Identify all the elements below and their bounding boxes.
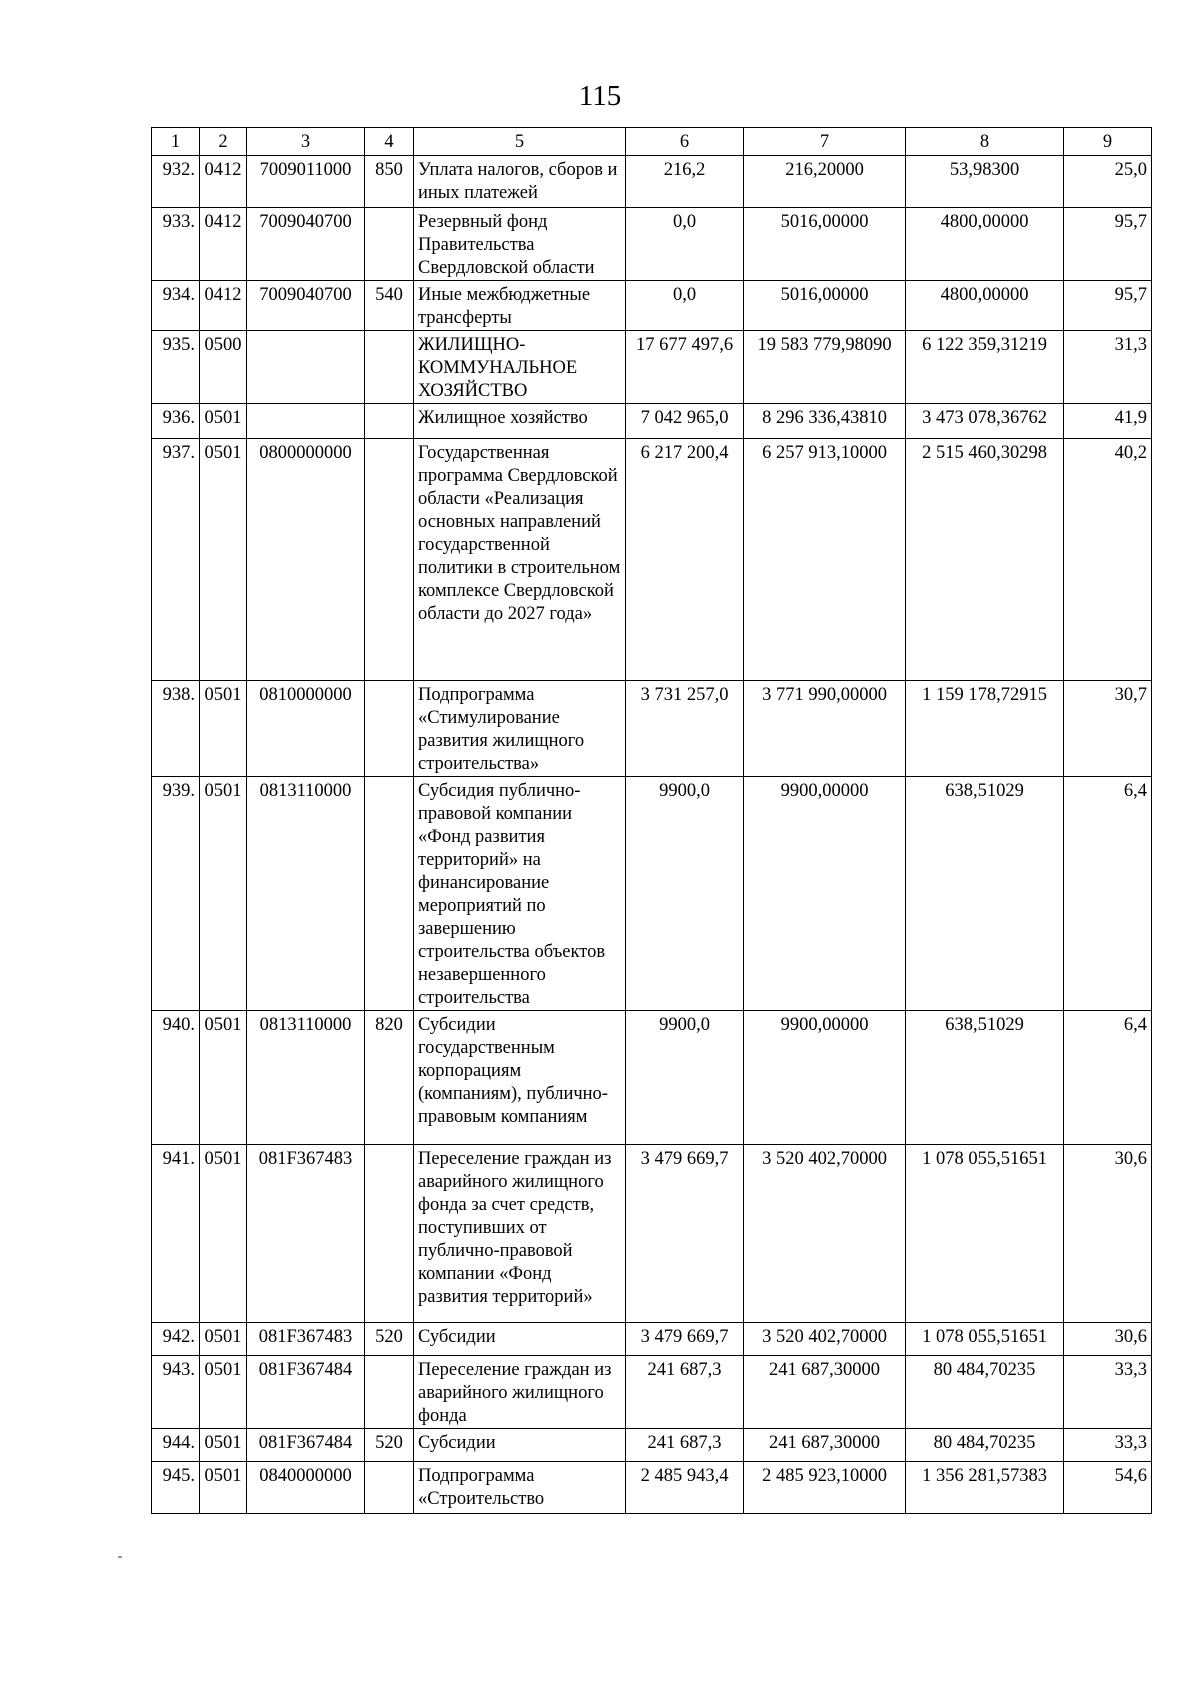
plan-amount-cell: 8 296 336,43810	[744, 404, 906, 439]
item-name-cell: Жилищное хозяйство	[414, 404, 626, 439]
table-row	[152, 439, 1152, 681]
page-number: 115	[578, 80, 622, 112]
executed-amount-cell: 1 078 055,51651	[906, 1323, 1064, 1356]
header-cell: 7	[744, 128, 906, 156]
row-number-cell: 944.	[152, 1429, 200, 1462]
executed-amount-cell: 53,98300	[906, 156, 1064, 208]
row-number-cell: 932.	[152, 156, 200, 208]
expense-type-cell	[365, 777, 414, 1011]
row-number-cell: 945.	[152, 1462, 200, 1514]
plan-amount-cell: 3 520 402,70000	[744, 1323, 906, 1356]
header-cell: 1	[152, 128, 200, 156]
header-cell: 3	[247, 128, 365, 156]
percent-cell: 30,7	[1064, 681, 1152, 777]
approved-amount-cell: 0,0	[626, 208, 744, 281]
section-code-cell: 0412	[200, 208, 247, 281]
executed-amount-cell: 4800,00000	[906, 281, 1064, 331]
table-row	[152, 1429, 1152, 1462]
row-number-cell: 933.	[152, 208, 200, 281]
table-row	[152, 1145, 1152, 1323]
plan-amount-cell: 5016,00000	[744, 208, 906, 281]
item-name-cell: Подпрограмма «Строительство	[414, 1462, 626, 1514]
expense-type-cell	[365, 1356, 414, 1429]
header-cell: 2	[200, 128, 247, 156]
expense-type-cell	[365, 208, 414, 281]
section-code-cell: 0501	[200, 777, 247, 1011]
expense-type-cell	[365, 331, 414, 404]
approved-amount-cell: 3 479 669,7	[626, 1145, 744, 1323]
percent-cell: 30,6	[1064, 1145, 1152, 1323]
section-code-cell: 0501	[200, 1011, 247, 1145]
plan-amount-cell: 5016,00000	[744, 281, 906, 331]
executed-amount-cell: 1 078 055,51651	[906, 1145, 1064, 1323]
section-code-cell: 0501	[200, 1323, 247, 1356]
approved-amount-cell: 241 687,3	[626, 1429, 744, 1462]
header-cell: 8	[906, 128, 1064, 156]
scan-mark	[118, 1556, 122, 1558]
plan-amount-cell: 2 485 923,10000	[744, 1462, 906, 1514]
percent-cell: 41,9	[1064, 404, 1152, 439]
percent-cell: 31,3	[1064, 331, 1152, 404]
section-code-cell: 0501	[200, 1462, 247, 1514]
executed-amount-cell: 6 122 359,31219	[906, 331, 1064, 404]
approved-amount-cell: 216,2	[626, 156, 744, 208]
row-number-cell: 936.	[152, 404, 200, 439]
expense-type-cell	[365, 1145, 414, 1323]
table-row	[152, 331, 1152, 404]
approved-amount-cell: 9900,0	[626, 777, 744, 1011]
executed-amount-cell: 1 356 281,57383	[906, 1462, 1064, 1514]
item-name-cell: Субсидии	[414, 1429, 626, 1462]
executed-amount-cell: 3 473 078,36762	[906, 404, 1064, 439]
table-row	[152, 208, 1152, 281]
header-cell: 4	[365, 128, 414, 156]
header-row	[152, 128, 1152, 156]
item-name-cell: Переселение граждан из аварийного жилищного фонда	[414, 1356, 626, 1429]
item-name-cell: Переселение граждан из аварийного жилищного фонда за счет средств, поступивших от публично-правовой компании «Фонд развития территорий»	[414, 1145, 626, 1323]
target-code-cell: 081F367483	[247, 1145, 365, 1323]
item-name-cell: Резервный фонд Правительства Свердловской области	[414, 208, 626, 281]
item-name-cell: Субсидия публично-правовой компании «Фонд развития территорий» на финансирование мероприятий по завершению строительства объектов незавершенного строительства	[414, 777, 626, 1011]
row-number-cell: 941.	[152, 1145, 200, 1323]
target-code-cell: 7009040700	[247, 208, 365, 281]
target-code-cell: 0813110000	[247, 1011, 365, 1145]
approved-amount-cell: 3 479 669,7	[626, 1323, 744, 1356]
header-cell: 5	[414, 128, 626, 156]
table-row	[152, 1011, 1152, 1145]
target-code-cell: 0840000000	[247, 1462, 365, 1514]
target-code-cell: 0813110000	[247, 777, 365, 1011]
expense-type-cell	[365, 1462, 414, 1514]
row-number-cell: 937.	[152, 439, 200, 681]
approved-amount-cell: 17 677 497,6	[626, 331, 744, 404]
executed-amount-cell: 638,51029	[906, 777, 1064, 1011]
row-number-cell: 935.	[152, 331, 200, 404]
target-code-cell: 7009011000	[247, 156, 365, 208]
percent-cell: 54,6	[1064, 1462, 1152, 1514]
row-number-cell: 939.	[152, 777, 200, 1011]
budget-table	[151, 127, 1152, 1514]
percent-cell: 40,2	[1064, 439, 1152, 681]
row-number-cell: 938.	[152, 681, 200, 777]
target-code-cell	[247, 331, 365, 404]
section-code-cell: 0412	[200, 281, 247, 331]
expense-type-cell: 850	[365, 156, 414, 208]
item-name-cell: Иные межбюджетные трансферты	[414, 281, 626, 331]
section-code-cell: 0501	[200, 1356, 247, 1429]
executed-amount-cell: 80 484,70235	[906, 1429, 1064, 1462]
approved-amount-cell: 6 217 200,4	[626, 439, 744, 681]
expense-type-cell: 520	[365, 1323, 414, 1356]
table-row	[152, 404, 1152, 439]
executed-amount-cell: 638,51029	[906, 1011, 1064, 1145]
plan-amount-cell: 241 687,30000	[744, 1429, 906, 1462]
expense-type-cell	[365, 681, 414, 777]
expense-type-cell: 540	[365, 281, 414, 331]
expense-type-cell	[365, 404, 414, 439]
section-code-cell: 0501	[200, 1145, 247, 1323]
target-code-cell: 081F367483	[247, 1323, 365, 1356]
expense-type-cell: 820	[365, 1011, 414, 1145]
target-code-cell: 0810000000	[247, 681, 365, 777]
plan-amount-cell: 9900,00000	[744, 777, 906, 1011]
section-code-cell: 0412	[200, 156, 247, 208]
percent-cell: 30,6	[1064, 1323, 1152, 1356]
target-code-cell: 7009040700	[247, 281, 365, 331]
approved-amount-cell: 0,0	[626, 281, 744, 331]
item-name-cell: Государственная программа Свердловской области «Реализация основных направлений государственной политики в строительном комплексе Свердловской области до 2027 года»	[414, 439, 626, 681]
item-name-cell: Уплата налогов, сборов и иных платежей	[414, 156, 626, 208]
row-number-cell: 943.	[152, 1356, 200, 1429]
plan-amount-cell: 9900,00000	[744, 1011, 906, 1145]
plan-amount-cell: 216,20000	[744, 156, 906, 208]
approved-amount-cell: 9900,0	[626, 1011, 744, 1145]
approved-amount-cell: 241 687,3	[626, 1356, 744, 1429]
percent-cell: 33,3	[1064, 1429, 1152, 1462]
plan-amount-cell: 6 257 913,10000	[744, 439, 906, 681]
percent-cell: 95,7	[1064, 208, 1152, 281]
table-row	[152, 281, 1152, 331]
plan-amount-cell: 3 771 990,00000	[744, 681, 906, 777]
row-number-cell: 934.	[152, 281, 200, 331]
percent-cell: 33,3	[1064, 1356, 1152, 1429]
target-code-cell: 081F367484	[247, 1429, 365, 1462]
table-row	[152, 1323, 1152, 1356]
table-row	[152, 777, 1152, 1011]
executed-amount-cell: 1 159 178,72915	[906, 681, 1064, 777]
row-number-cell: 942.	[152, 1323, 200, 1356]
approved-amount-cell: 3 731 257,0	[626, 681, 744, 777]
table-row	[152, 681, 1152, 777]
section-code-cell: 0501	[200, 439, 247, 681]
approved-amount-cell: 7 042 965,0	[626, 404, 744, 439]
table-row	[152, 1356, 1152, 1429]
executed-amount-cell: 2 515 460,30298	[906, 439, 1064, 681]
section-code-cell: 0500	[200, 331, 247, 404]
item-name-cell: Субсидии	[414, 1323, 626, 1356]
percent-cell: 25,0	[1064, 156, 1152, 208]
target-code-cell: 0800000000	[247, 439, 365, 681]
section-code-cell: 0501	[200, 681, 247, 777]
target-code-cell: 081F367484	[247, 1356, 365, 1429]
percent-cell: 95,7	[1064, 281, 1152, 331]
plan-amount-cell: 241 687,30000	[744, 1356, 906, 1429]
expense-type-cell: 520	[365, 1429, 414, 1462]
row-number-cell: 940.	[152, 1011, 200, 1145]
header-cell: 9	[1064, 128, 1152, 156]
executed-amount-cell: 80 484,70235	[906, 1356, 1064, 1429]
target-code-cell	[247, 404, 365, 439]
item-name-cell: ЖИЛИЩНО-КОММУНАЛЬНОЕ ХОЗЯЙСТВО	[414, 331, 626, 404]
table-row	[152, 156, 1152, 208]
section-code-cell: 0501	[200, 1429, 247, 1462]
plan-amount-cell: 19 583 779,98090	[744, 331, 906, 404]
item-name-cell: Подпрограмма «Стимулирование развития жилищного строительства»	[414, 681, 626, 777]
percent-cell: 6,4	[1064, 777, 1152, 1011]
percent-cell: 6,4	[1064, 1011, 1152, 1145]
header-cell: 6	[626, 128, 744, 156]
plan-amount-cell: 3 520 402,70000	[744, 1145, 906, 1323]
approved-amount-cell: 2 485 943,4	[626, 1462, 744, 1514]
item-name-cell: Субсидии государственным корпорациям (компаниям), публично-правовым компаниям	[414, 1011, 626, 1145]
section-code-cell: 0501	[200, 404, 247, 439]
expense-type-cell	[365, 439, 414, 681]
executed-amount-cell: 4800,00000	[906, 208, 1064, 281]
table-row	[152, 1462, 1152, 1514]
